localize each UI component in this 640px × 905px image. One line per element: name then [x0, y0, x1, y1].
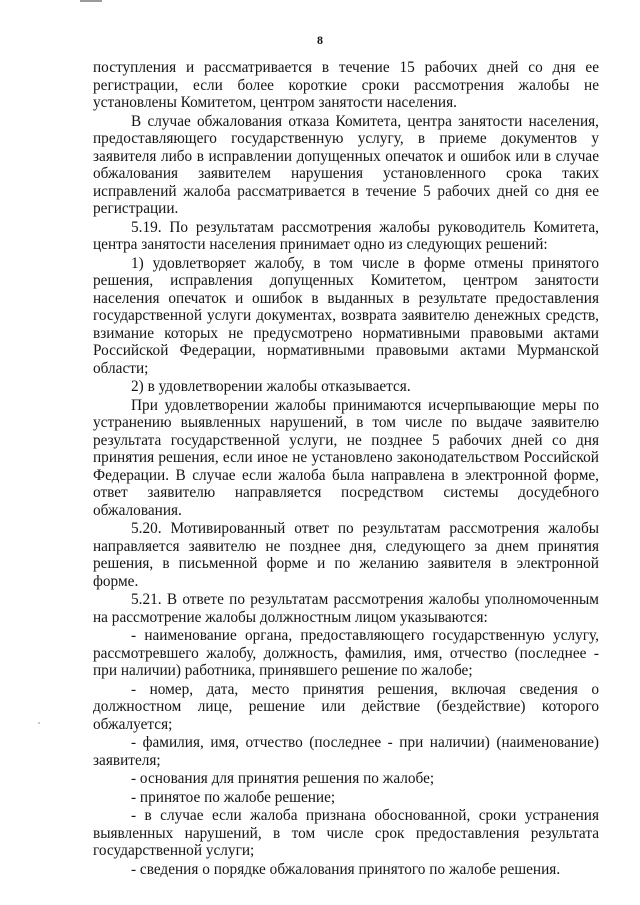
page-number: 8: [317, 33, 323, 47]
paragraph: При удовлетворении жалобы принимаются исчерпывающие меры по устранению выявленных нарушений, в том числе по выдаче заявителю результата государственной услуги, не позднее 5 рабочих дней со дня принятия решения, если иное не установлено законодательством Российской Федерации. В случае если жалоба была направлена в электронной форме, ответ заявителю направляется посредством системы досудебного обжалования.: [93, 396, 599, 519]
paragraph: 5.21. В ответе по результатам рассмотрения жалобы уполномоченным на рассмотрение жалобы должностным лицом указываются:: [93, 591, 599, 626]
paragraph: 1) удовлетворяет жалобу, в том числе в форме отмены принятого решения, исправления допущенных Комитетом, центром занятости населения опечаток и ошибок в выданных в результате предоставления государственной услуги документах, возврата заявителю денежных средств, взимание которых не предусмотрено нормативными правовыми актами Российской Федерации, нормативными правовыми актами Мурманской области;: [93, 254, 599, 377]
paragraph: 5.20. Мотивированный ответ по результатам рассмотрения жалобы направляется заявителю не позднее дня, следующего за днем принятия решения, в письменной форме и по желанию заявителя в электронной форме.: [93, 520, 599, 590]
scan-speck: [38, 722, 40, 724]
list-item: - основания для принятия решения по жалобе;: [131, 770, 435, 787]
paragraph: В случае обжалования отказа Комитета, центра занятости населения, предоставляющего государственную услугу, в приеме документов у заявителя либо в исправлении допущенных опечаток и ошибок или в случае обжалования заявителем нарушения установленного срока таких исправлений жалоба рассматривается в течение 5 рабочих дней со дня ее регистрации.: [93, 112, 599, 217]
list-item: - принятое по жалобе решение;: [131, 788, 336, 806]
list-item: - сведения о порядке обжалования принятого по жалобе решения.: [131, 860, 561, 878]
document-body: [93, 59, 599, 879]
list-item: - фамилия, имя, отчество (последнее - при наличии) (наименование) заявителя;: [93, 734, 599, 769]
list-item: - в случае если жалоба признана обоснованной, сроки устранения выявленных нарушений, в том числе срок предоставления результата государственной услуги;: [93, 807, 599, 859]
list-item: - номер, дата, место принятия решения, включая сведения о должностном лице, решение или действие (бездействие) которого обжалуется;: [93, 680, 599, 733]
list-item: - наименование органа, предоставляющего государственную услугу, рассмотревшего жалобу, должность, фамилия, имя, отчество (последнее - при наличии) работника, принявшего решение по жалобе;: [93, 627, 599, 679]
paragraph: 5.19. По результатам рассмотрения жалобы руководитель Комитета, центра занятости населения принимает одно из следующих решений:: [93, 218, 599, 253]
paragraph: 2) в удовлетворении жалобы отказывается.: [131, 378, 411, 395]
scan-mark: [80, 0, 102, 2]
paragraph: поступления и рассматривается в течение 15 рабочих дней со дня ее регистрации, если более короткие сроки рассмотрения жалобы не установлены Комитетом, центром занятости населения.: [93, 59, 599, 111]
